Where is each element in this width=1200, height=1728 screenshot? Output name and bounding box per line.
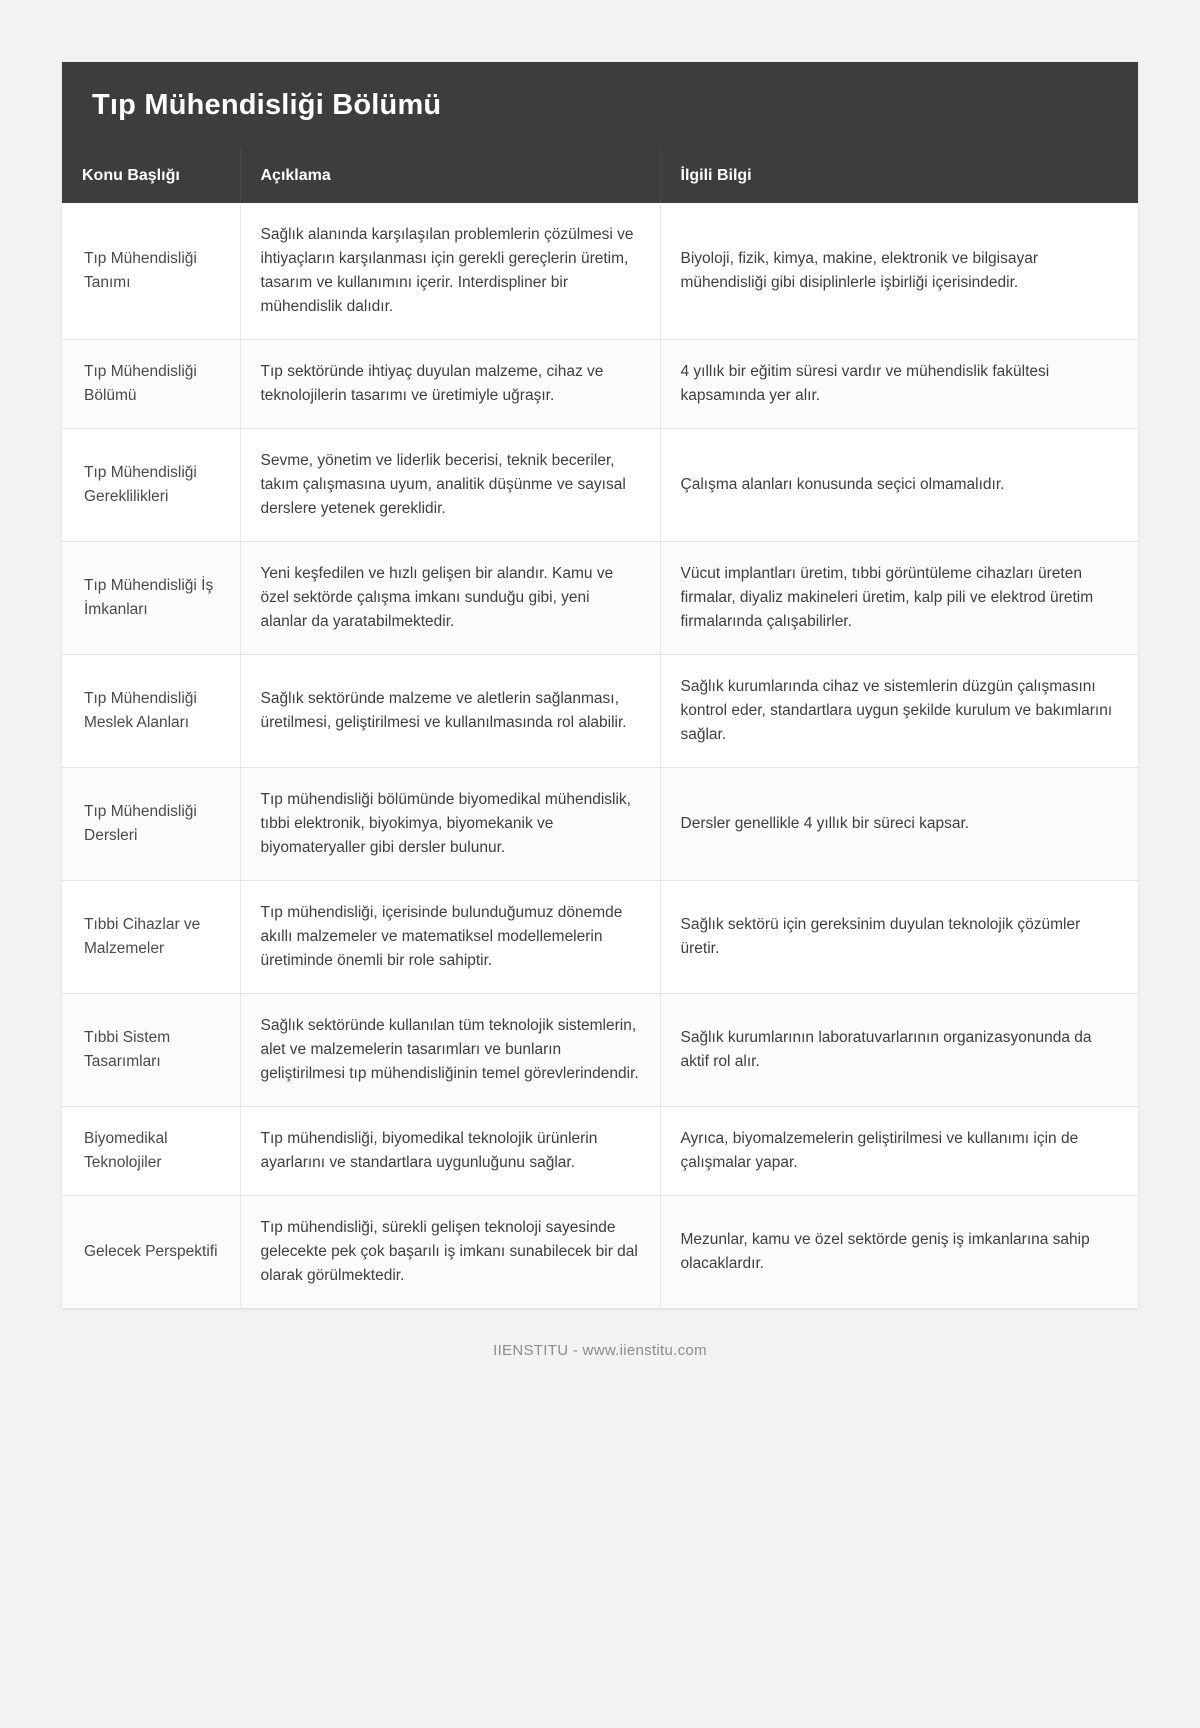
cell-description: Yeni keşfedilen ve hızlı gelişen bir alandır. Kamu ve özel sektörde çalışma imkanı sunduğu gibi, yeni alanlar da yaratabilmektedir. bbox=[240, 541, 660, 654]
column-header-info: İlgili Bilgi bbox=[660, 149, 1138, 203]
table-row bbox=[62, 428, 1138, 541]
table-header-row bbox=[62, 149, 1138, 203]
cell-description: Sağlık sektöründe malzeme ve aletlerin sağlanması, üretilmesi, geliştirilmesi ve kullanılmasında rol alabilir. bbox=[240, 654, 660, 767]
cell-info: Sağlık kurumlarının laboratuvarlarının organizasyonunda da aktif rol alır. bbox=[660, 994, 1138, 1107]
table-row bbox=[62, 881, 1138, 994]
table-row bbox=[62, 994, 1138, 1107]
cell-info: Vücut implantları üretim, tıbbi görüntüleme cihazları üreten firmalar, diyaliz makineleri üretim, kalp pili ve elektrod üretim firmalarında çalışabilirler. bbox=[660, 541, 1138, 654]
table-row bbox=[62, 339, 1138, 428]
table-row bbox=[62, 1107, 1138, 1196]
cell-topic: Tıp Mühendisliği Dersleri bbox=[62, 768, 240, 881]
cell-info: Dersler genellikle 4 yıllık bir süreci kapsar. bbox=[660, 768, 1138, 881]
table-head bbox=[62, 149, 1138, 203]
cell-topic: Tıp Mühendisliği Meslek Alanları bbox=[62, 654, 240, 767]
content-card bbox=[62, 62, 1138, 1308]
footer-credit: IIENSTITU - www.iienstitu.com bbox=[493, 1342, 707, 1360]
table-row bbox=[62, 654, 1138, 767]
table-body bbox=[62, 203, 1138, 1308]
cell-info: Mezunlar, kamu ve özel sektörde geniş iş imkanlarına sahip olacaklardır. bbox=[660, 1196, 1138, 1309]
table-row bbox=[62, 1196, 1138, 1309]
cell-topic: Tıp Mühendisliği Tanımı bbox=[62, 203, 240, 340]
cell-description: Sevme, yönetim ve liderlik becerisi, teknik beceriler, takım çalışmasına uyum, analitik düşünme ve sayısal derslere yetenek gereklidir. bbox=[240, 428, 660, 541]
cell-description: Tıp mühendisliği, içerisinde bulunduğumuz dönemde akıllı malzemeler ve matematiksel modellemelerin üretiminde önemli bir role sahiptir. bbox=[240, 881, 660, 994]
cell-topic: Tıbbi Cihazlar ve Malzemeler bbox=[62, 881, 240, 994]
cell-description: Sağlık sektöründe kullanılan tüm teknolojik sistemlerin, alet ve malzemelerin tasarımları ve bunların geliştirilmesi tıp mühendisliğinin temel görevlerindendir. bbox=[240, 994, 660, 1107]
cell-info: Sağlık sektörü için gereksinim duyulan teknolojik çözümler üretir. bbox=[660, 881, 1138, 994]
cell-description: Tıp mühendisliği bölümünde biyomedikal mühendislik, tıbbi elektronik, biyokimya, biyomekanik ve biyomateryaller gibi dersler bulunur. bbox=[240, 768, 660, 881]
cell-description: Tıp sektöründe ihtiyaç duyulan malzeme, cihaz ve teknolojilerin tasarımı ve üretimiyle uğraşır. bbox=[240, 339, 660, 428]
table-row bbox=[62, 203, 1138, 340]
cell-topic: Tıp Mühendisliği Gereklilikleri bbox=[62, 428, 240, 541]
column-header-description: Açıklama bbox=[240, 149, 660, 203]
cell-info: Sağlık kurumlarında cihaz ve sistemlerin düzgün çalışmasını kontrol eder, standartlara uygun şekilde kurulum ve bakımlarını sağlar. bbox=[660, 654, 1138, 767]
table-row bbox=[62, 541, 1138, 654]
cell-description: Sağlık alanında karşılaşılan problemlerin çözülmesi ve ihtiyaçların karşılanması için gerekli gereçlerin üretim, tasarım ve kullanımını içerir. Interdispliner bir mühendislik dalıdır. bbox=[240, 203, 660, 340]
cell-info: 4 yıllık bir eğitim süresi vardır ve mühendislik fakültesi kapsamında yer alır. bbox=[660, 339, 1138, 428]
table-row bbox=[62, 768, 1138, 881]
column-header-topic: Konu Başlığı bbox=[62, 149, 240, 203]
cell-description: Tıp mühendisliği, sürekli gelişen teknoloji sayesinde gelecekte pek çok başarılı iş imkanı sunabilecek bir dal olarak görülmektedir. bbox=[240, 1196, 660, 1309]
cell-topic: Tıp Mühendisliği İş İmkanları bbox=[62, 541, 240, 654]
cell-topic: Gelecek Perspektifi bbox=[62, 1196, 240, 1309]
info-table bbox=[62, 149, 1138, 1308]
cell-info: Çalışma alanları konusunda seçici olmamalıdır. bbox=[660, 428, 1138, 541]
cell-description: Tıp mühendisliği, biyomedikal teknolojik ürünlerin ayarlarını ve standartlara uygunluğunu sağlar. bbox=[240, 1107, 660, 1196]
page-title: Tıp Mühendisliği Bölümü bbox=[92, 89, 442, 121]
title-bar bbox=[62, 62, 1138, 149]
cell-topic: Tıbbi Sistem Tasarımları bbox=[62, 994, 240, 1107]
cell-info: Ayrıca, biyomalzemelerin geliştirilmesi ve kullanımı için de çalışmalar yapar. bbox=[660, 1107, 1138, 1196]
cell-topic: Biyomedikal Teknolojiler bbox=[62, 1107, 240, 1196]
cell-info: Biyoloji, fizik, kimya, makine, elektronik ve bilgisayar mühendisliği gibi disiplinlerle işbirliği içerisindedir. bbox=[660, 203, 1138, 340]
cell-topic: Tıp Mühendisliği Bölümü bbox=[62, 339, 240, 428]
